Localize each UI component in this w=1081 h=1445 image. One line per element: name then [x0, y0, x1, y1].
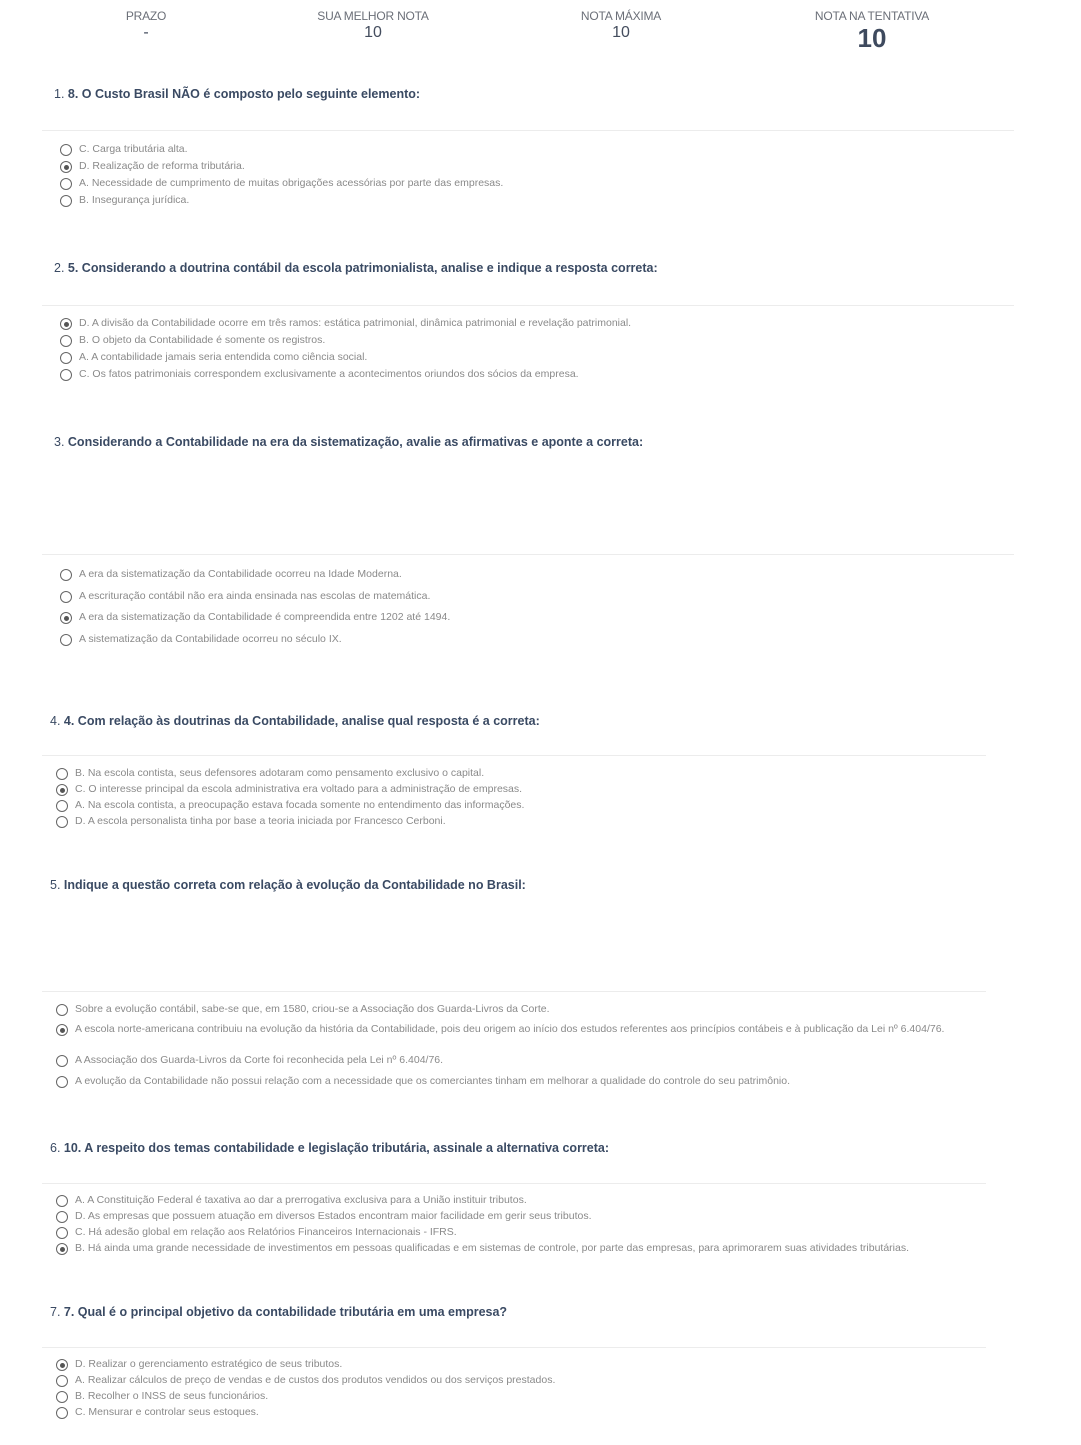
radio-unchecked-icon[interactable]	[56, 1211, 68, 1223]
radio-checked-icon[interactable]	[60, 612, 72, 624]
question-divider	[42, 755, 986, 756]
question-text: Considerando a Contabilidade na era da sistematização, avalie as afirmativas e aponte a correta:	[67, 435, 644, 449]
answer-option[interactable]	[60, 590, 980, 603]
answer-option[interactable]	[60, 143, 980, 156]
answer-option-text: C. Mensurar e controlar seus estoques.	[75, 1406, 259, 1418]
answer-option[interactable]	[56, 1242, 976, 1255]
answer-option-text: D. As empresas que possuem atuação em diversos Estados encontram maior facilidade em gerir seus tributos.	[75, 1210, 592, 1222]
stat-prazo	[46, 0, 246, 42]
radio-unchecked-icon[interactable]	[56, 1227, 68, 1239]
question-title	[50, 878, 526, 892]
radio-checked-icon[interactable]	[56, 784, 68, 796]
stat-prazo-value: -	[143, 24, 149, 41]
answer-option-text: A. A contabilidade jamais seria entendida como ciência social.	[79, 351, 368, 363]
attempt-summary	[0, 0, 1081, 60]
radio-unchecked-icon[interactable]	[56, 800, 68, 812]
question-title	[50, 1141, 609, 1155]
stat-max-score-value: 10	[612, 24, 630, 41]
answer-option-text: A. Necessidade de cumprimento de muitas obrigações acessórias por parte das empresas.	[79, 177, 504, 189]
radio-unchecked-icon[interactable]	[60, 369, 72, 381]
question-number: 3.	[54, 435, 68, 449]
answer-option[interactable]	[56, 1075, 956, 1088]
radio-unchecked-icon[interactable]	[56, 1195, 68, 1207]
answer-option[interactable]	[56, 1406, 976, 1419]
answer-option[interactable]	[60, 317, 980, 330]
answer-option-text: A era da sistematização da Contabilidade ocorreu na Idade Moderna.	[79, 568, 402, 580]
answer-option-text: A evolução da Contabilidade não possui relação com a necessidade que os comerciantes tinham em melhorar a qualidade do controle do seu patrimônio.	[75, 1075, 791, 1087]
question-number: 2.	[54, 261, 68, 275]
radio-unchecked-icon[interactable]	[56, 1407, 68, 1419]
question-text: 10. A respeito dos temas contabilidade e legislação tributária, assinale a alternativa correta:	[63, 1141, 610, 1155]
radio-unchecked-icon[interactable]	[56, 1055, 68, 1067]
radio-unchecked-icon[interactable]	[60, 634, 72, 646]
stat-attempt-score	[772, 0, 972, 54]
radio-checked-icon[interactable]	[56, 1359, 68, 1371]
stat-max-score	[521, 0, 721, 42]
answer-option[interactable]	[60, 368, 980, 381]
radio-checked-icon[interactable]	[56, 1024, 68, 1036]
stat-attempt-score-label: NOTA NA TENTATIVA	[814, 9, 930, 23]
radio-unchecked-icon[interactable]	[60, 591, 72, 603]
answer-option[interactable]	[56, 1358, 976, 1371]
question-title	[50, 714, 540, 728]
answer-option[interactable]	[60, 334, 980, 347]
answer-option-text: B. Insegurança jurídica.	[79, 194, 190, 206]
answer-option[interactable]	[56, 1226, 976, 1239]
answer-option[interactable]	[60, 177, 980, 190]
answer-option-text: C. Há adesão global em relação aos Relatórios Financeiros Internacionais - IFRS.	[75, 1226, 457, 1238]
stat-best-score	[273, 0, 473, 42]
radio-unchecked-icon[interactable]	[60, 178, 72, 190]
answer-option-text: C. Os fatos patrimoniais correspondem exclusivamente a acontecimentos oriundos dos sócios da empresa.	[79, 368, 579, 380]
stat-attempt-score-value: 10	[857, 23, 887, 53]
question-divider	[42, 130, 1014, 131]
answer-option-text: A. Na escola contista, a preocupação estava focada somente no entendimento das informações.	[75, 799, 525, 811]
radio-unchecked-icon[interactable]	[56, 1391, 68, 1403]
radio-unchecked-icon[interactable]	[60, 352, 72, 364]
answer-option-text: A Associação dos Guarda-Livros da Corte foi reconhecida pela Lei nº 6.404/76.	[75, 1054, 444, 1066]
question-title	[54, 261, 658, 275]
answer-option-text: A escrituração contábil não era ainda ensinada nas escolas de matemática.	[79, 590, 431, 602]
radio-unchecked-icon[interactable]	[56, 1375, 68, 1387]
question-number: 5.	[50, 878, 64, 892]
answer-option[interactable]	[56, 1374, 976, 1387]
answer-option[interactable]	[56, 1054, 956, 1067]
question-title	[54, 435, 643, 449]
question-text: 8. O Custo Brasil NÃO é composto pelo seguinte elemento:	[67, 87, 421, 101]
answer-option-text: A escola norte-americana contribuiu na evolução da história da Contabilidade, pois deu origem ao início dos estudos referentes aos princípios contábeis e à publicação da Lei nº 6.404/76.	[75, 1023, 945, 1035]
question-text: 7. Qual é o principal objetivo da contabilidade tributária em uma empresa?	[63, 1305, 508, 1319]
answer-option[interactable]	[56, 815, 976, 828]
question-divider	[42, 1347, 986, 1348]
answer-option[interactable]	[56, 767, 976, 780]
answer-option[interactable]	[56, 1003, 956, 1016]
answer-option-text: B. Há ainda uma grande necessidade de investimentos em pessoas qualificadas e em sistemas de controle, por parte das empresas, para aprimorarem suas atividades tributárias.	[75, 1242, 910, 1254]
question-text: 5. Considerando a doutrina contábil da escola patrimonialista, analise e indique a resposta correta:	[67, 261, 658, 275]
answer-option[interactable]	[60, 633, 980, 646]
answer-option[interactable]	[56, 1194, 976, 1207]
question-number: 1.	[54, 87, 68, 101]
answer-option[interactable]	[60, 568, 980, 581]
answer-option-text: D. A divisão da Contabilidade ocorre em três ramos: estática patrimonial, dinâmica patrimonial e revelação patrimonial.	[79, 317, 632, 329]
answer-option-text: D. A escola personalista tinha por base a teoria iniciada por Francesco Cerboni.	[75, 815, 446, 827]
answer-option-text: D. Realização de reforma tributária.	[79, 160, 245, 172]
answer-option-text: A. Realizar cálculos de preço de vendas e de custos dos produtos vendidos ou dos serviços prestados.	[75, 1374, 556, 1386]
radio-unchecked-icon[interactable]	[56, 1004, 68, 1016]
answer-option-text: B. Na escola contista, seus defensores adotaram como pensamento exclusivo o capital.	[75, 767, 485, 779]
question-number: 7.	[50, 1305, 64, 1319]
question-number: 6.	[50, 1141, 64, 1155]
radio-unchecked-icon[interactable]	[60, 144, 72, 156]
radio-checked-icon[interactable]	[56, 1243, 68, 1255]
stat-prazo-label: PRAZO	[125, 9, 167, 23]
answer-option-text: D. Realizar o gerenciamento estratégico de seus tributos.	[75, 1358, 343, 1370]
answer-option[interactable]	[60, 160, 980, 173]
answer-option-text: A. A Constituição Federal é taxativa ao dar a prerrogativa exclusiva para a União instituir tributos.	[75, 1194, 527, 1206]
question-divider	[42, 305, 1014, 306]
stat-max-score-label: NOTA MÁXIMA	[580, 9, 662, 23]
answer-option[interactable]	[60, 194, 980, 207]
stat-best-score-label: SUA MELHOR NOTA	[317, 9, 429, 23]
radio-unchecked-icon[interactable]	[56, 1076, 68, 1088]
question-divider	[42, 554, 1014, 555]
radio-unchecked-icon[interactable]	[60, 569, 72, 581]
question-text: 4. Com relação às doutrinas da Contabilidade, analise qual resposta é a correta:	[63, 714, 540, 728]
answer-option[interactable]	[56, 799, 976, 812]
question-text: Indique a questão correta com relação à evolução da Contabilidade no Brasil:	[63, 878, 526, 892]
question-number: 4.	[50, 714, 64, 728]
answer-option-text: C. O interesse principal da escola administrativa era voltado para a administração de empresas.	[75, 783, 523, 795]
answer-option-text: A sistematização da Contabilidade ocorreu no século IX.	[79, 633, 342, 645]
answer-option-text: Sobre a evolução contábil, sabe-se que, em 1580, criou-se a Associação dos Guarda-Livros da Corte.	[75, 1003, 550, 1015]
answer-option-text: B. Recolher o INSS de seus funcionários.	[75, 1390, 269, 1402]
radio-checked-icon[interactable]	[60, 318, 72, 330]
answer-option-text: A era da sistematização da Contabilidade é compreendida entre 1202 até 1494.	[79, 611, 451, 623]
answer-option[interactable]	[60, 351, 980, 364]
radio-unchecked-icon[interactable]	[60, 195, 72, 207]
question-title	[54, 87, 420, 101]
answer-option[interactable]	[56, 1210, 976, 1223]
question-title	[50, 1305, 507, 1319]
answer-option[interactable]	[56, 1390, 976, 1403]
radio-checked-icon[interactable]	[60, 161, 72, 173]
answer-option-text: C. Carga tributária alta.	[79, 143, 188, 155]
question-divider	[42, 1183, 986, 1184]
answer-option[interactable]	[56, 1023, 956, 1036]
answer-option-text: B. O objeto da Contabilidade é somente os registros.	[79, 334, 326, 346]
stat-best-score-value: 10	[364, 24, 382, 41]
answer-option[interactable]	[60, 611, 980, 624]
question-divider	[42, 991, 986, 992]
radio-unchecked-icon[interactable]	[56, 768, 68, 780]
answer-option[interactable]	[56, 783, 976, 796]
radio-unchecked-icon[interactable]	[60, 335, 72, 347]
radio-unchecked-icon[interactable]	[56, 816, 68, 828]
